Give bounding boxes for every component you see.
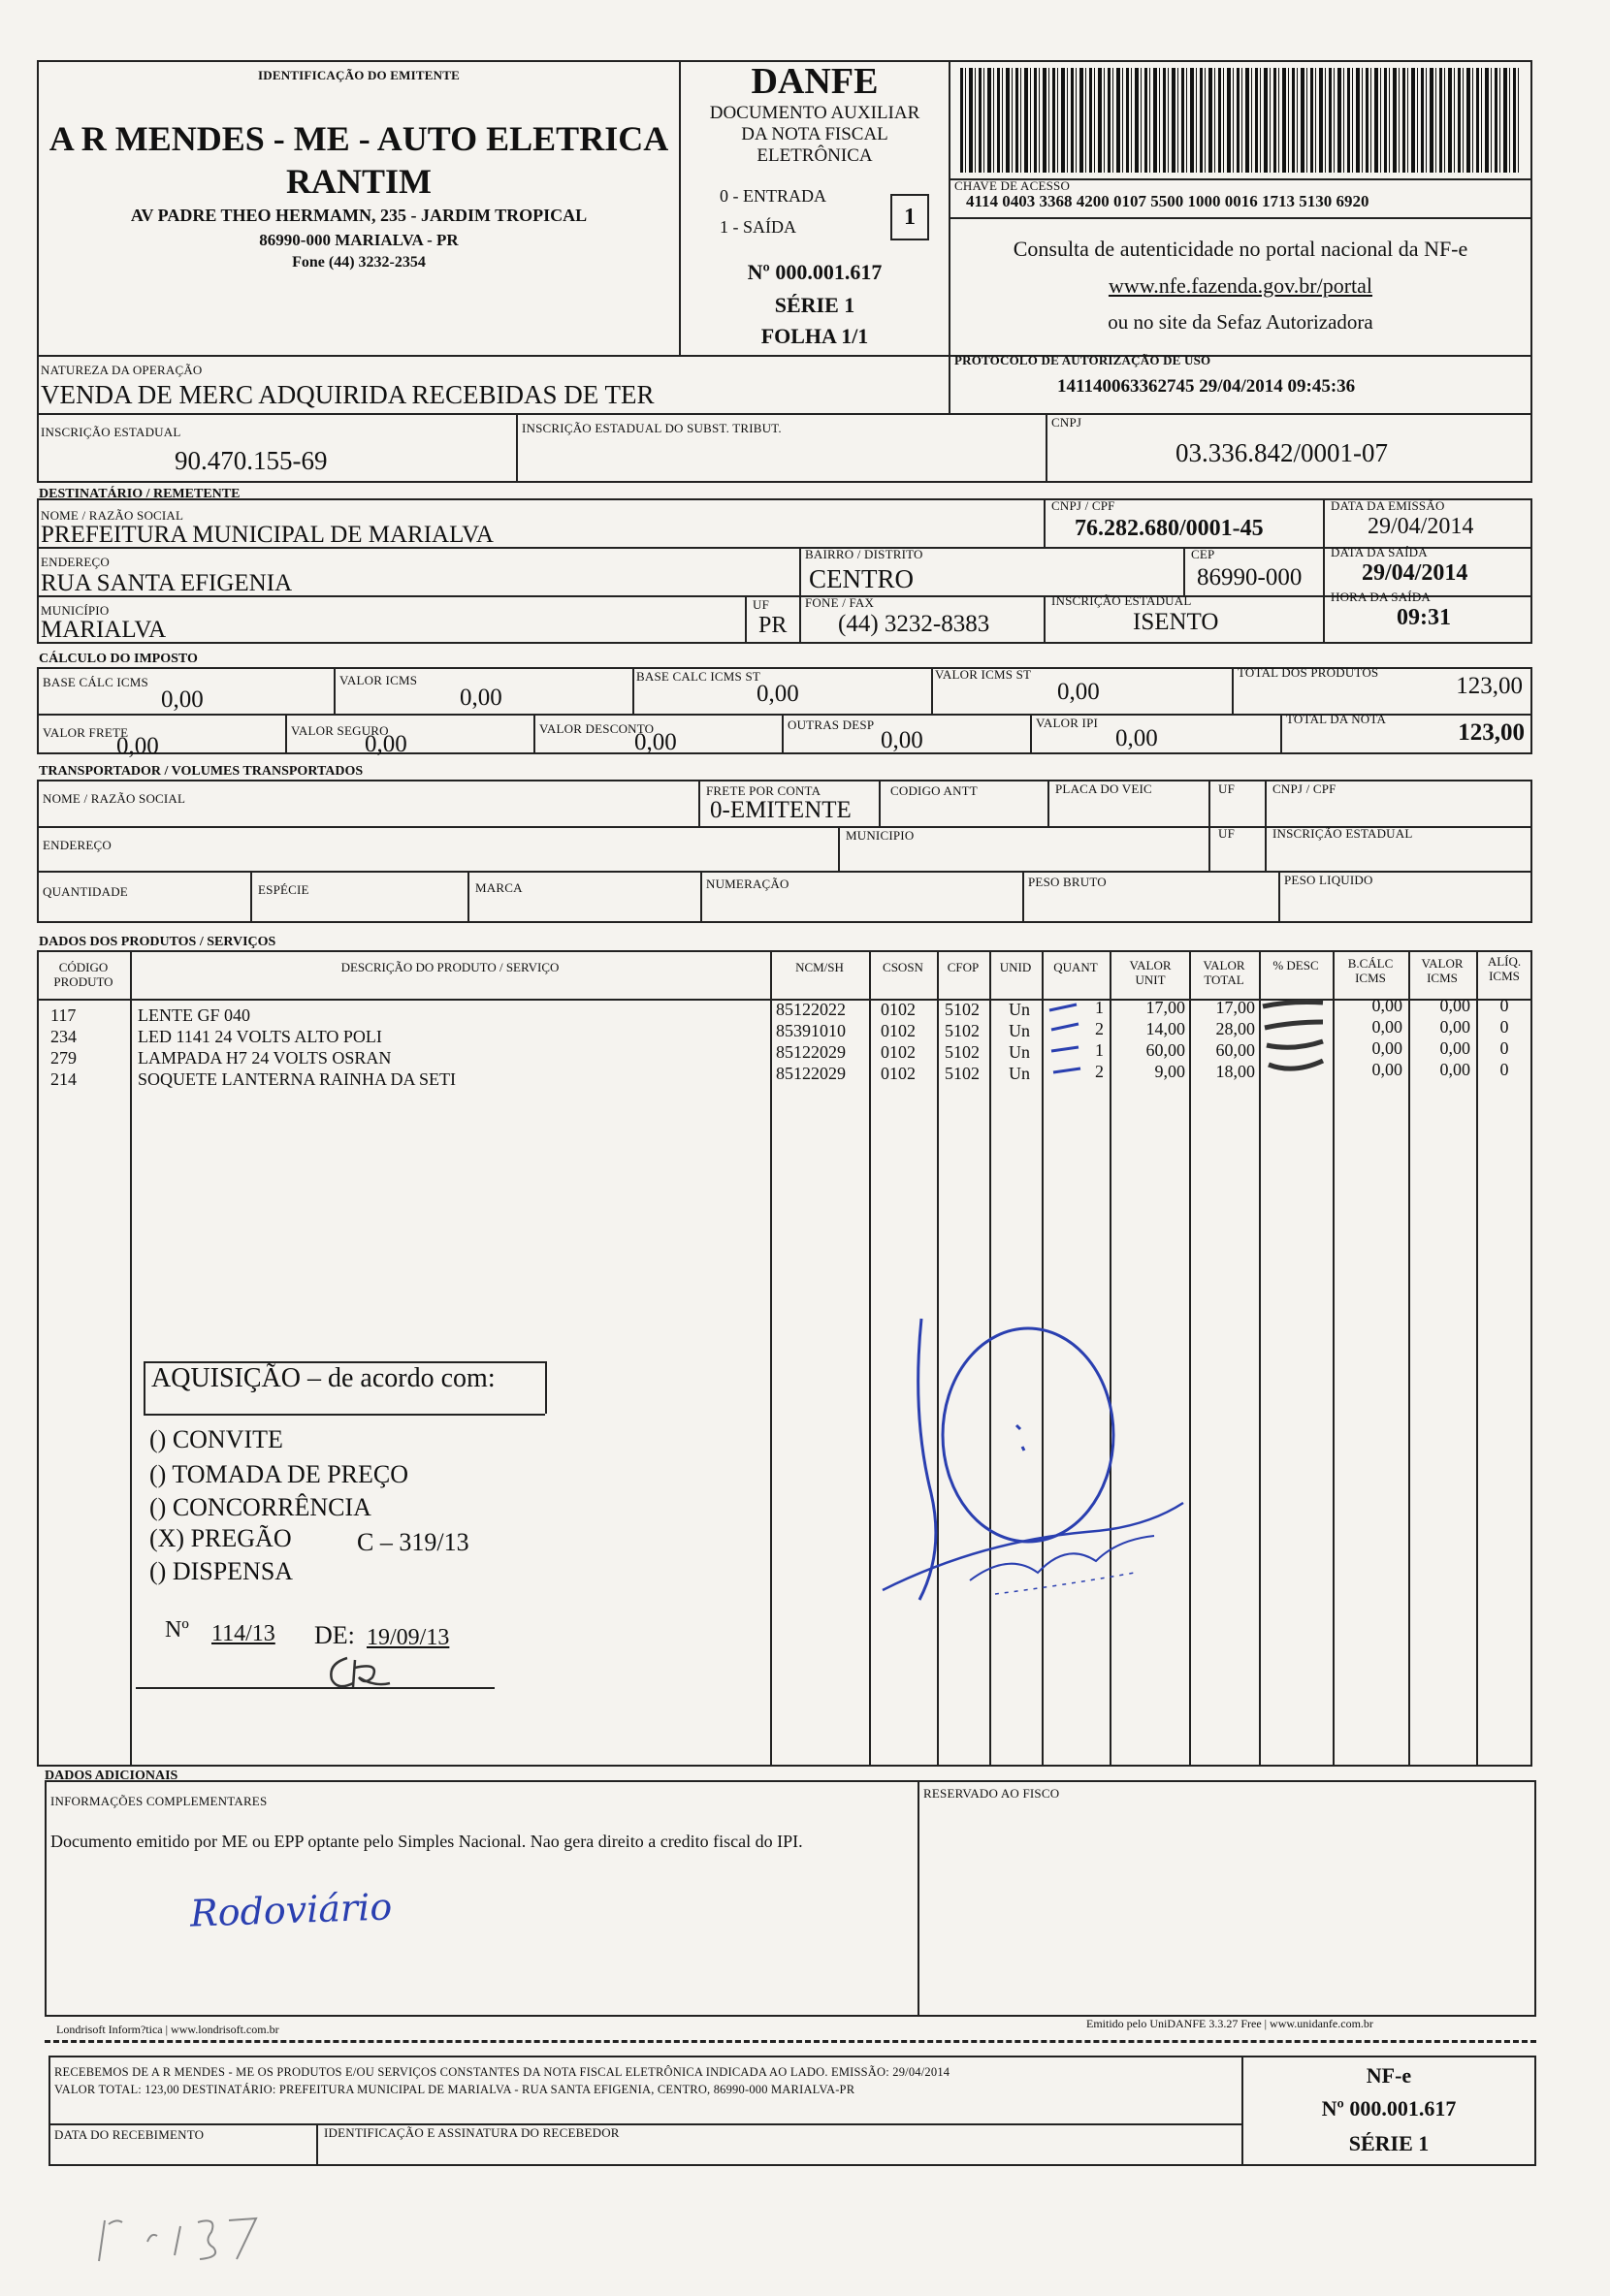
row1-ncm: 85122022 [776,1000,846,1019]
dest-bairro: CENTRO [809,564,914,593]
info-text: Documento emitido por ME ou EPP optante pelo Simples Nacional. Nao gera direito a credito fiscal do IPI. [50,1832,803,1851]
danfe-numero: Nº 000.001.617 [747,260,883,284]
dest-fone-label: FONE / FAX [805,595,875,610]
dest-nome: PREFEITURA MUNICIPAL DE MARIALVA [41,522,494,548]
pencil-annotation [91,2203,266,2271]
row4-unit: 9,00 [1154,1062,1185,1081]
footer-right: Emitido pelo UniDANFE 3.3.27 Free | www.unidanfe.com.br [1086,2017,1373,2030]
dest-cep: 86990-000 [1197,564,1303,590]
dest-cep-label: CEP [1191,547,1215,561]
danfe-serie: SÉRIE 1 [774,293,855,317]
emitente-phone: Fone (44) 3232-2354 [292,254,426,271]
transp-section: TRANSPORTADOR / VOLUMES TRANSPORTADOS [39,764,364,779]
valor-icms-label: VALOR ICMS [339,673,418,687]
col-csosn: CSOSN [883,960,923,974]
aquisicao-data: 19/09/13 [367,1625,450,1650]
dest-fone: (44) 3232-8383 [838,611,990,637]
natureza-value: VENDA DE MERC ADQUIRIDA RECEBIDAS DE TER [41,380,655,409]
seguro-label: VALOR SEGURO [291,723,389,738]
canhoto-assinatura-label: IDENTIFICAÇÃO E ASSINATURA DO RECEBEDOR [324,2125,620,2140]
row4-total: 18,00 [1215,1062,1255,1081]
emitente-address: AV PADRE THEO HERMAMN, 235 - JARDIM TROPICAL [130,206,588,225]
dest-section: DESTINATÁRIO / REMETENTE [39,487,241,501]
cut-line [45,2040,1536,2043]
base-icms-label: BASE CÁLC ICMS [43,675,148,689]
transp-frete-label: FRETE POR CONTA [706,783,821,798]
dest-cnpj-label: CNPJ / CPF [1051,498,1115,513]
row4-codigo: 214 [50,1069,77,1089]
transp-liquido-label: PESO LIQUIDO [1284,873,1373,887]
total-nota-label: TOTAL DA NOTA [1286,712,1387,726]
transp-qtd-label: QUANTIDADE [43,884,128,899]
dest-cnpj: 76.282.680/0001-45 [1075,516,1264,541]
desconto-label: VALOR DESCONTO [539,721,655,736]
row2-bc: 0,00 [1371,1017,1402,1036]
emitente-label: IDENTIFICAÇÃO DO EMITENTE [258,68,460,82]
base-icms: 0,00 [161,686,204,713]
chave-label: CHAVE DE ACESSO [954,178,1071,193]
dest-uf: PR [758,613,788,638]
transp-especie-label: ESPÉCIE [258,882,309,897]
row1-csosn: 0102 [881,1000,916,1019]
transp-ie-label: INSCRIÇÃO ESTADUAL [1272,826,1413,841]
row1-quant: 1 [1095,998,1104,1017]
row3-aliq: 0 [1499,1038,1509,1058]
row2-unid: Un [1009,1021,1030,1040]
transp-placa-label: PLACA DO VEIC [1055,781,1152,796]
info-label: INFORMAÇÕES COMPLEMENTARES [50,1794,268,1808]
canhoto-numero: Nº 000.001.617 [1321,2096,1457,2121]
row1-vicms: 0,00 [1439,996,1470,1015]
dest-endereco: RUA SANTA EFIGENIA [41,570,293,596]
transp-numeracao-label: NUMERAÇÃO [706,877,789,891]
ie-label: INSCRIÇÃO ESTADUAL [41,425,181,439]
row1-unid: Un [1009,1000,1030,1019]
dest-hora: 09:31 [1397,605,1451,630]
transp-cnpj-label: CNPJ / CPF [1272,781,1336,796]
row2-aliq: 0 [1499,1017,1509,1036]
row3-ncm: 85122029 [776,1042,846,1062]
dest-nome-label: NOME / RAZÃO SOCIAL [41,508,184,523]
transp-nome-label: NOME / RAZÃO SOCIAL [43,791,186,806]
col-unid: UNID [999,960,1032,974]
danfe-saida: 1 - SAÍDA [720,217,796,237]
row4-ncm: 85122029 [776,1064,846,1083]
fisco-box [918,1780,1536,2017]
row1-cfop: 5102 [945,1000,980,1019]
aquisicao-dispensa: () DISPENSA [149,1557,294,1585]
ie-value: 90.470.155-69 [175,446,328,475]
canhoto-nfe: NF-e [1366,2063,1412,2088]
consulta-sefaz: ou no site da Sefaz Autorizadora [1108,310,1373,334]
row1-total: 17,00 [1215,998,1255,1017]
protocolo-label: PROTOCOLO DE AUTORIZAÇÃO DE USO [954,353,1211,367]
dest-saida-label: DATA DA SAÍDA [1331,545,1428,559]
row3-total: 60,00 [1215,1040,1255,1060]
initials-signature [320,1654,398,1697]
row4-csosn: 0102 [881,1064,916,1083]
col-codigo: CÓDIGO PRODUTO [53,960,113,989]
canhoto-text1: RECEBEMOS DE A R MENDES - ME OS PRODUTOS E/OU SERVIÇOS CONSTANTES DA NOTA FISCAL ELETRÔNICA INDICADA AO LADO. EMISSÃO: 29/04/2014 [54,2065,950,2079]
adicionais-section: DADOS ADICIONAIS [45,1769,178,1783]
total-prod: 123,00 [1456,673,1523,699]
col-quant: QUANT [1053,960,1098,974]
canhoto-text2: VALOR TOTAL: 123,00 DESTINATÁRIO: PREFEITURA MUNICIPAL DE MARIALVA - RUA SANTA EFIGENIA, CENTRO, 86990-000 MARIALVA-PR [54,2083,855,2096]
ipi-value: 0,00 [1115,725,1158,751]
dest-bairro-label: BAIRRO / DISTRITO [805,547,923,561]
row3-vicms: 0,00 [1439,1038,1470,1058]
aquisicao-pregao-num: C – 319/13 [357,1528,469,1556]
pen-marks [1047,997,1338,1094]
total-nota: 123,00 [1458,719,1525,746]
dest-emissao: 29/04/2014 [1368,514,1474,539]
aquisicao-concorrencia: () CONCORRÊNCIA [149,1493,371,1521]
danfe-title: DANFE [751,61,879,102]
row3-unid: Un [1009,1042,1030,1062]
aquisicao-tomada: () TOMADA DE PREÇO [149,1460,409,1488]
col-valor-total: VALOR TOTAL [1203,958,1245,987]
row2-unit: 14,00 [1145,1019,1185,1038]
transp-uf2-label: UF [1218,826,1236,841]
row3-unit: 60,00 [1145,1040,1185,1060]
valor-icms: 0,00 [460,685,502,711]
row3-bc: 0,00 [1371,1038,1402,1058]
frete-label: VALOR FRETE [43,725,129,740]
transp-municipio-label: MUNICIPIO [846,828,915,843]
transp-endereco-label: ENDEREÇO [43,838,112,852]
valor-st: 0,00 [1057,679,1100,705]
row4-cfop: 5102 [945,1064,980,1083]
transp-marca-label: MARCA [475,880,523,895]
row1-codigo: 117 [50,1005,77,1025]
row2-quant: 2 [1095,1019,1104,1038]
row2-descricao: LED 1141 24 VOLTS ALTO POLI [138,1027,382,1046]
frete-value: 0,00 [116,733,159,759]
imposto-section: CÁLCULO DO IMPOSTO [39,652,198,666]
cnpj-value: 03.336.842/0001-07 [1175,438,1388,467]
row4-descricao: SOQUETE LANTERNA RAINHA DA SETI [138,1069,456,1089]
danfe-sub1: DOCUMENTO AUXILIAR [709,103,920,123]
row2-vicms: 0,00 [1439,1017,1470,1036]
col-valor-icms: VALOR ICMS [1421,956,1464,985]
dest-ie: ISENTO [1133,609,1219,635]
transp-uf-label: UF [1218,781,1236,796]
row1-descricao: LENTE GF 040 [138,1005,250,1025]
col-descricao: DESCRIÇÃO DO PRODUTO / SERVIÇO [340,960,560,974]
base-st-label: BASE CALC ICMS ST [636,669,761,684]
row3-cfop: 5102 [945,1042,980,1062]
emitente-name-2: RANTIM [286,162,432,201]
row2-csosn: 0102 [881,1021,916,1040]
aquisicao-pregao: (X) PREGÃO [149,1524,292,1552]
aquisicao-title: AQUISIÇÃO – de acordo com: [151,1363,496,1393]
base-st: 0,00 [757,681,799,707]
portal-link[interactable]: www.nfe.fazenda.gov.br/portal [1108,273,1373,298]
barcode [960,68,1519,173]
row1-bc: 0,00 [1371,996,1402,1015]
transp-antt-label: CODIGO ANTT [890,783,978,798]
desconto-value: 0,00 [634,729,677,755]
row4-bc: 0,00 [1371,1060,1402,1079]
emitente-name: A R MENDES - ME - AUTO ELETRICA [48,119,669,158]
outras-label: OUTRAS DESP [788,718,875,732]
emitente-cep-city: 86990-000 MARIALVA - PR [259,231,459,249]
outras-value: 0,00 [881,727,923,753]
info-box [45,1780,919,2017]
protocolo-value: 141140063362745 29/04/2014 09:45:36 [1057,376,1356,397]
dest-hora-label: HORA DA SAÍDA [1331,590,1432,604]
danfe-sub2: DA NOTA FISCAL [741,124,888,144]
row1-aliq: 0 [1499,996,1509,1015]
dest-municipio: MARIALVA [41,617,167,643]
row2-total: 28,00 [1215,1019,1255,1038]
ipi-label: VALOR IPI [1036,716,1099,730]
col-cfop: CFOP [947,960,980,974]
total-prod-label: TOTAL DOS PRODUTOS [1238,665,1379,680]
aquisicao-numero: 114/13 [211,1621,275,1646]
dest-emissao-label: DATA DA EMISSÃO [1331,498,1445,513]
dest-saida: 29/04/2014 [1362,560,1468,586]
danfe-sub3: ELETRÔNICA [757,145,873,166]
row1-unit: 17,00 [1145,998,1185,1017]
aquisicao-de-prefix: DE: [314,1621,355,1649]
footer-left: Londrisoft Inform?tica | www.londrisoft.com.br [56,2023,279,2036]
danfe-entrada: 0 - ENTRADA [720,186,826,206]
col-ncm: NCM/SH [795,960,844,974]
natureza-label: NATUREZA DA OPERAÇÃO [41,363,203,377]
consulta-text: Consulta de autenticidade no portal nacional da NF-e [1013,237,1468,261]
row4-quant: 2 [1095,1062,1104,1081]
canhoto-serie: SÉRIE 1 [1348,2131,1430,2155]
ie-st-label: INSCRIÇÃO ESTADUAL DO SUBST. TRIBUT. [522,421,782,435]
aquisicao-numero-prefix: Nº [165,1617,189,1642]
dest-uf-label: UF [753,597,770,612]
row2-ncm: 85391010 [776,1021,846,1040]
row2-codigo: 234 [50,1027,77,1046]
canhoto-data-label: DATA DO RECEBIMENTO [54,2127,205,2142]
row3-descricao: LAMPADA H7 24 VOLTS OSRAN [138,1048,392,1068]
transp-bruto-label: PESO BRUTO [1028,875,1107,889]
dest-municipio-label: MUNICÍPIO [41,603,110,618]
row2-cfop: 5102 [945,1021,980,1040]
col-valor-unit: VALOR UNIT [1129,958,1172,987]
danfe-folha: FOLHA 1/1 [760,324,869,348]
dest-endereco-label: ENDEREÇO [41,555,110,569]
col-aliq-icms: ALÍQ. ICMS [1487,954,1522,983]
danfe-tipo: 1 [890,194,929,240]
aquisicao-convite: () CONVITE [149,1425,283,1453]
chave-value: 4114 0403 3368 4200 0107 5500 1000 0016 1713 5130 6920 [966,192,1369,210]
dest-ie-label: INSCRIÇÃO ESTADUAL [1051,593,1192,608]
valor-st-label: VALOR ICMS ST [935,667,1032,682]
seguro-value: 0,00 [365,731,407,757]
transp-frete: 0-EMITENTE [710,797,852,823]
fisco-label: RESERVADO AO FISCO [923,1786,1060,1801]
cnpj-label: CNPJ [1051,415,1082,430]
row3-codigo: 279 [50,1048,77,1068]
produtos-section: DADOS DOS PRODUTOS / SERVIÇOS [39,935,276,949]
col-bc-icms: B.CÁLC ICMS [1347,956,1394,985]
row3-csosn: 0102 [881,1042,916,1062]
row4-unid: Un [1009,1064,1030,1083]
col-desc: % DESC [1272,958,1319,973]
handwritten-rodoviario: Rodoviário [189,1885,393,1935]
row4-aliq: 0 [1499,1060,1509,1079]
blue-signature [863,1299,1222,1619]
row4-vicms: 0,00 [1439,1060,1470,1079]
row3-quant: 1 [1095,1040,1104,1060]
